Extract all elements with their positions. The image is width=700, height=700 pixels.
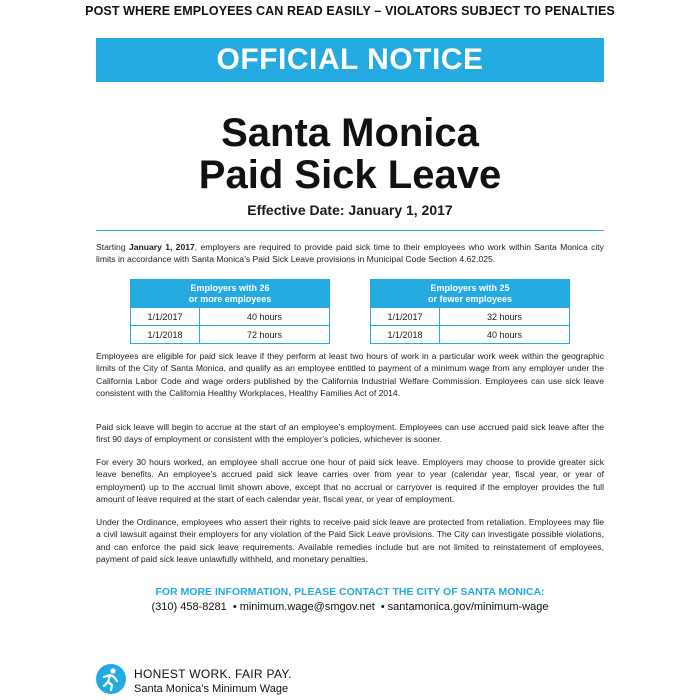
intro-date: January 1, 2017 — [128, 242, 195, 252]
contact-separator: • — [232, 601, 237, 613]
title-line-2: Paid Sick Leave — [198, 153, 502, 197]
table-row — [131, 308, 330, 326]
contact-website[interactable]: santamonica.gov/minimum-wage — [387, 601, 549, 613]
running-figure-icon — [96, 664, 126, 694]
table-25-or-fewer-employees — [370, 279, 570, 344]
official-notice-banner: OFFICIAL NOTICE — [96, 38, 604, 82]
contact-phone: (310) 458-8281 — [151, 601, 227, 613]
contact-email[interactable]: minimum.wage@smgov.net — [239, 601, 375, 613]
table-header-line-2: or fewer employees — [427, 293, 513, 304]
table-header-line-1: Employers with 25 — [430, 282, 510, 293]
contact-separator: • — [380, 601, 385, 613]
logo-subtitle: Santa Monica’s Minimum Wage — [134, 683, 289, 695]
table-cell-date: 1/1/2018 — [131, 326, 200, 344]
retaliation-paragraph: Under the Ordinance, employees who assert their rights to receive paid sick leave are protected from retaliation. Employees may file a civil lawsuit against their employers for any violation of the Paid Sick Leave provisions. The City can investigate possible violations, and can enforce the paid sick leave requirements. Available remedies include but are not limited to reinstatement of employees, payment of paid sick leave unlawfully withheld, and monetary penalties. — [96, 517, 604, 564]
accrual-start-paragraph: Paid sick leave will begin to accrue at the start of an employee’s employment. Employees can use accrued paid sick leave after the first 90 days of employment or consistent with the employer’s policies, whichever is sooner. — [96, 422, 604, 445]
effective-date: Effective Date: January 1, 2017 — [247, 202, 453, 218]
table-26-plus-employees — [130, 279, 330, 344]
posting-warning: POST WHERE EMPLOYEES CAN READ EASILY – VIOLATORS SUBJECT TO PENALTIES — [85, 4, 615, 18]
title-line-1: Santa Monica — [221, 111, 479, 155]
contact-details — [0, 601, 700, 613]
table-header — [371, 280, 570, 308]
table-cell-hours: 40 hours — [200, 308, 330, 326]
eligibility-paragraph: Employees are eligible for paid sick leave if they perform at least two hours of work in a particular work week within the geographic limits of the City of Santa Monica, and qualify as an employee entitled to payment of a minimum wage from any employer under the California Labor Code and wage orders published by the California Industrial Welfare Commission. Employees can use sick leave consistent with the California Healthy Workplaces, Healthy Families Act of 2014. — [96, 351, 604, 398]
table-cell-hours: 72 hours — [200, 326, 330, 344]
table-header-line-1: Employers with 26 — [190, 282, 270, 293]
table-row — [371, 326, 570, 344]
logo-tagline: HONEST WORK. FAIR PAY. — [134, 667, 292, 681]
table-cell-date: 1/1/2017 — [371, 308, 440, 326]
table-cell-hours: 32 hours — [440, 308, 570, 326]
table-cell-date: 1/1/2017 — [131, 308, 200, 326]
contact-heading: FOR MORE INFORMATION, PLEASE CONTACT THE CITY OF SANTA MONICA: — [155, 586, 545, 598]
intro-text: , employers are required to provide paid sick time to their employees who work within Santa Monica city limits in accordance with Santa Monica’s Paid Sick Leave provisions in Municipal Code Section 4.62.025. — [96, 242, 604, 265]
intro-prefix: Starting — [96, 242, 129, 252]
table-header — [131, 280, 330, 308]
page-title — [0, 112, 700, 196]
intro-paragraph — [96, 241, 604, 266]
accrual-rate-paragraph: For every 30 hours worked, an employee shall accrue one hour of paid sick leave. Employers may choose to provide greater sick leave benefits. An employee’s accrued paid sick leave carries over from year to year (calendar year, fiscal year, or year of employment) up to the accrual limit shown above, except that no accrual or carryover is required if the employer provides the full amount of leave required at the start of each calendar year, fiscal year, or year of employment. — [96, 457, 604, 504]
divider — [96, 230, 604, 231]
table-cell-date: 1/1/2018 — [371, 326, 440, 344]
table-cell-hours: 40 hours — [440, 326, 570, 344]
table-row — [131, 326, 330, 344]
table-row — [371, 308, 570, 326]
table-header-line-2: or more employees — [188, 293, 272, 304]
